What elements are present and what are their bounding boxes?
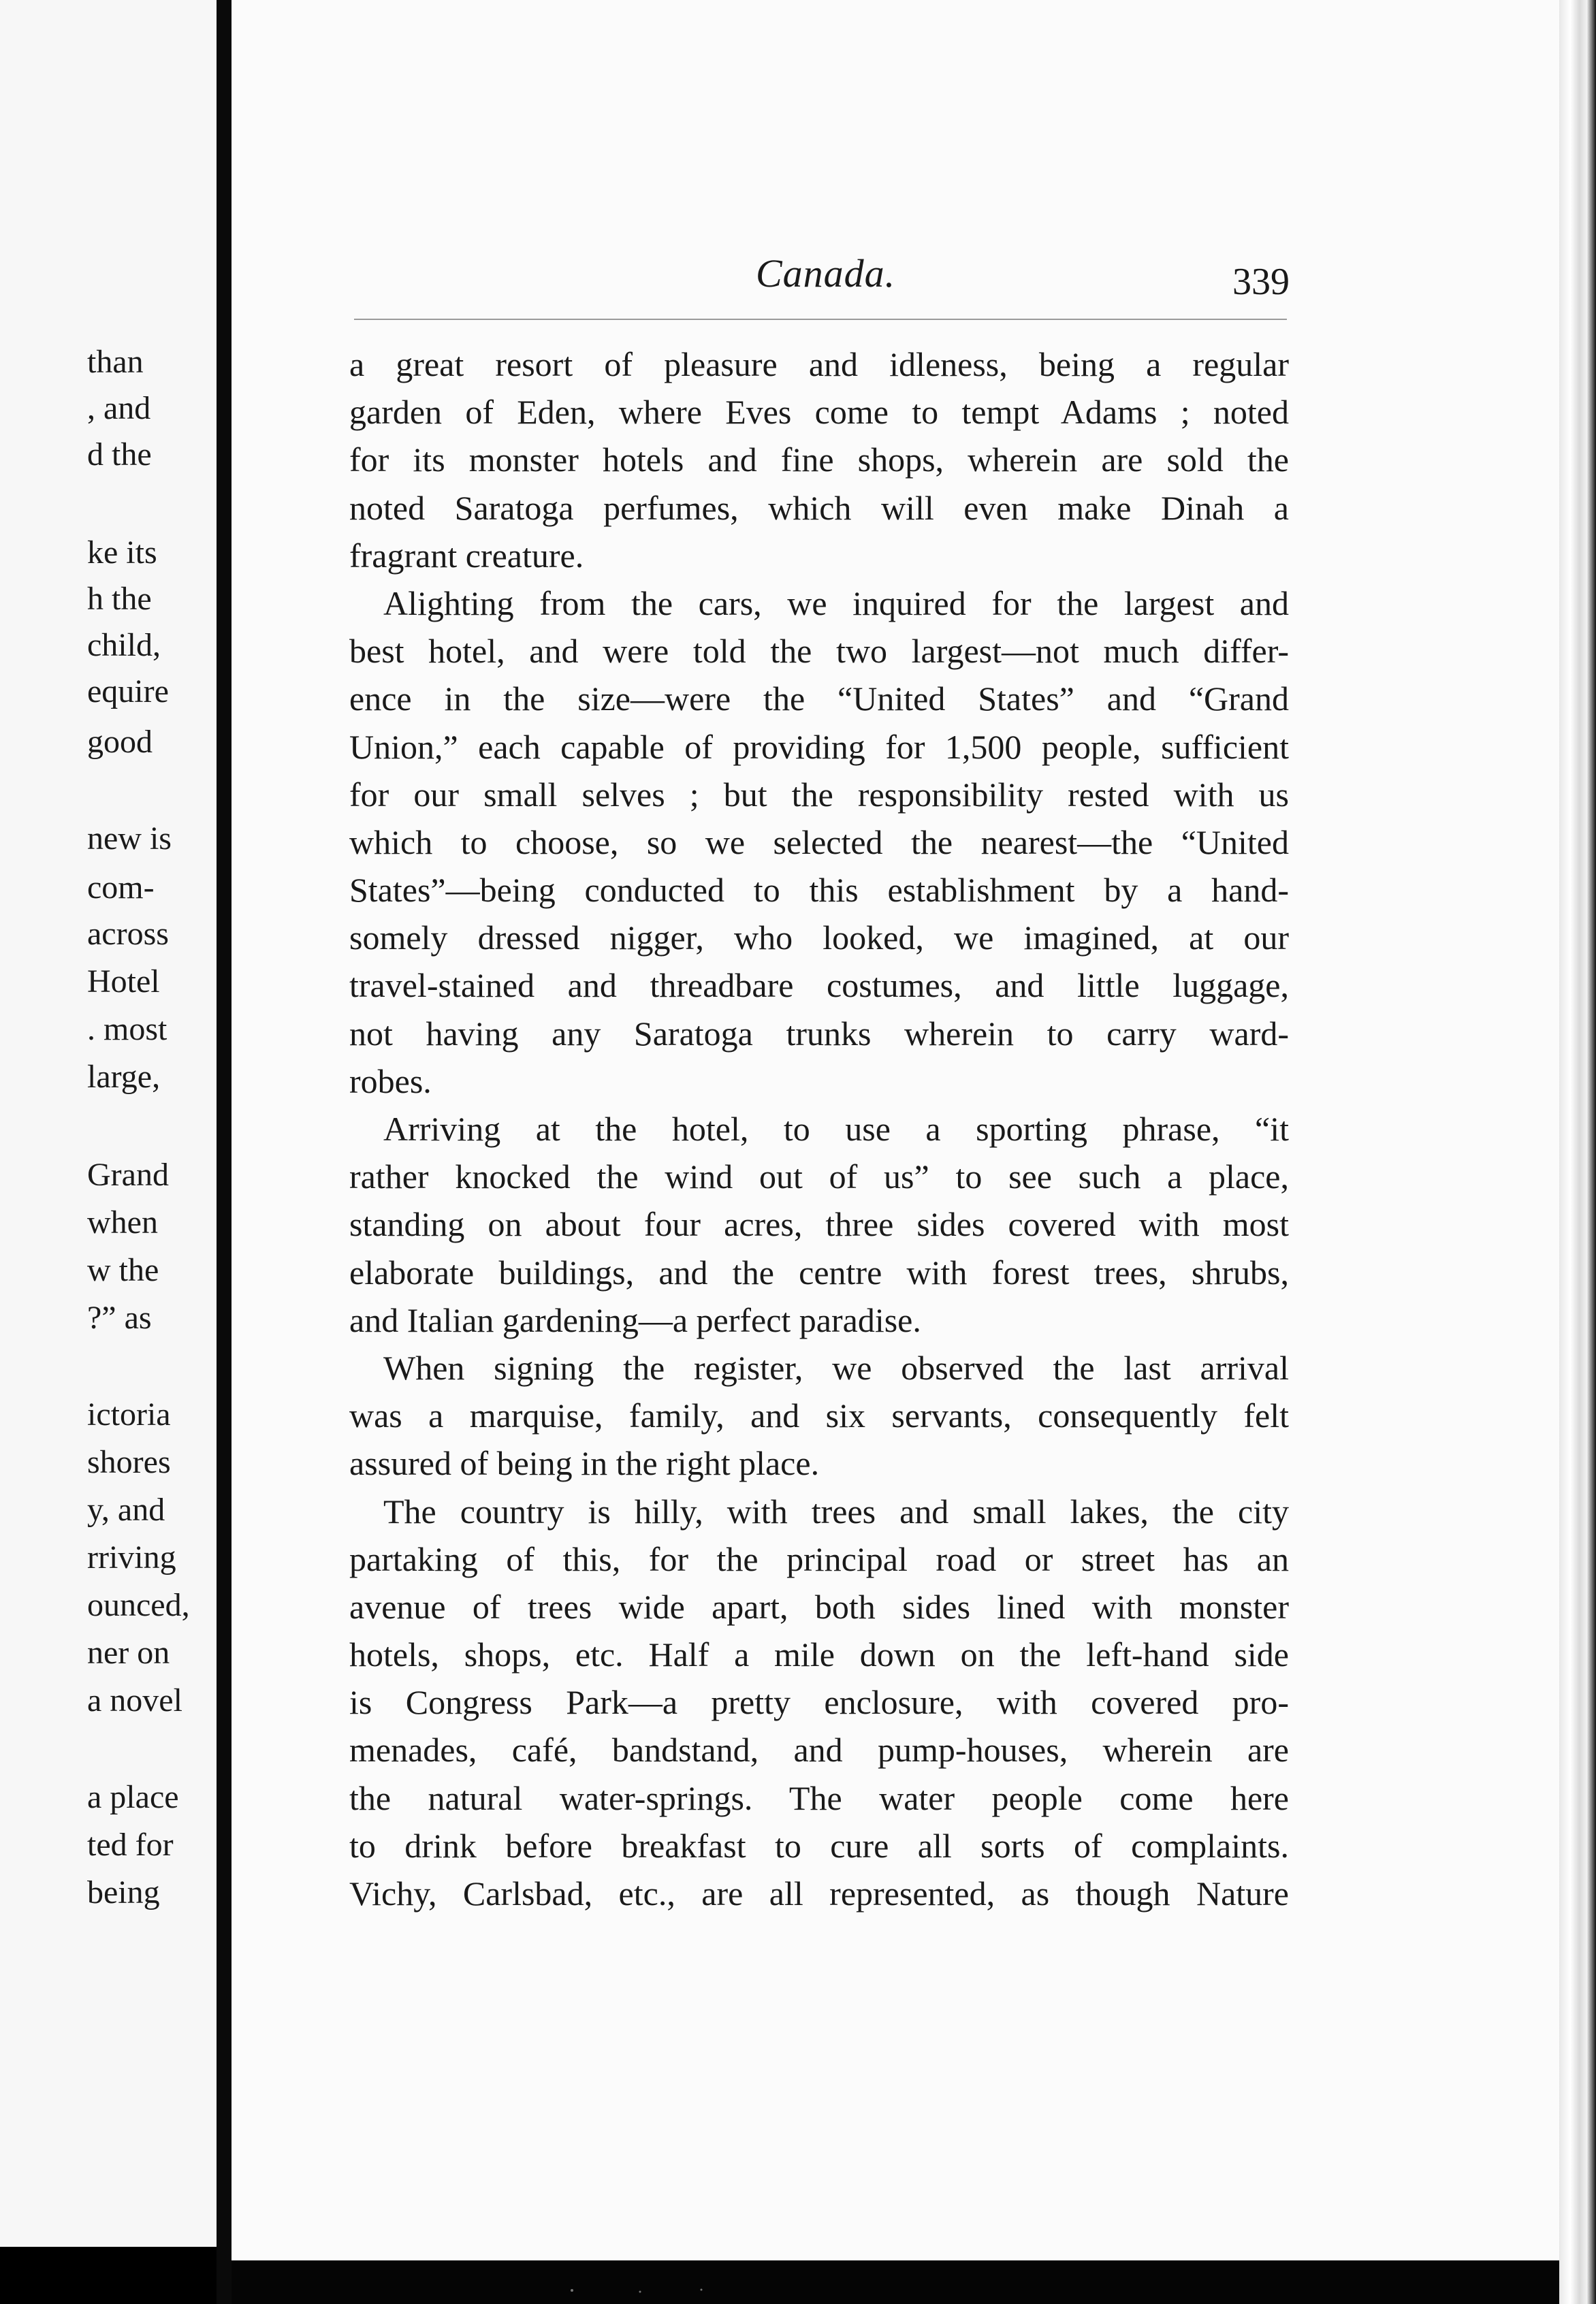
previous-page-fragment: . most bbox=[87, 1011, 167, 1047]
previous-page-fragment: h the bbox=[87, 581, 152, 617]
text-line: hotels, shops, etc. Half a mile down on the left-hand side bbox=[349, 1635, 1289, 1674]
text-line: is Congress Park—a pretty enclosure, with covered pro- bbox=[349, 1683, 1289, 1722]
previous-page-fragment: a place bbox=[87, 1779, 179, 1815]
text-line: best hotel, and were told the two largest—not much differ- bbox=[349, 632, 1289, 671]
previous-page-fragment: when bbox=[87, 1204, 158, 1241]
text-line: for our small selves ; but the responsibility rested with us bbox=[349, 775, 1289, 814]
running-head: Canada. bbox=[756, 251, 896, 295]
previous-page-fragment: w the bbox=[87, 1252, 159, 1288]
previous-page-fragment: than bbox=[87, 344, 144, 380]
text-line: Alighting from the cars, we inquired for the largest and bbox=[383, 583, 1289, 622]
previous-page-fragment: d the bbox=[87, 436, 152, 473]
text-line: was a marquise, family, and six servants, consequently felt bbox=[349, 1396, 1289, 1435]
previous-page-strip bbox=[0, 0, 217, 2247]
text-line: partaking of this, for the principal road or street has an bbox=[349, 1539, 1289, 1578]
text-line: menades, café, bandstand, and pump-houses, wherein are bbox=[349, 1731, 1289, 1770]
previous-page-fragment: shores bbox=[87, 1444, 171, 1480]
text-line: not having any Saratoga trunks wherein to carry ward- bbox=[349, 1014, 1289, 1053]
page-number: 339 bbox=[1232, 261, 1290, 303]
previous-page-fragment: ounced, bbox=[87, 1587, 190, 1623]
previous-page-fragment: ?” as bbox=[87, 1300, 152, 1336]
previous-page-fragment: large, bbox=[87, 1059, 161, 1095]
text-line: a great resort of pleasure and idleness, being a regular bbox=[349, 345, 1289, 383]
text-line: the natural water-springs. The water people come here bbox=[349, 1778, 1289, 1817]
text-line: Vichy, Carlsbad, etc., are all represented, as though Nature bbox=[349, 1874, 1289, 1913]
text-line: rather knocked the wind out of us” to see such a place, bbox=[349, 1157, 1289, 1196]
text-line: and Italian gardening—a perfect paradise. bbox=[349, 1300, 921, 1339]
previous-page-fragment: com- bbox=[87, 869, 155, 906]
previous-page-fragment: across bbox=[87, 916, 169, 952]
text-line: standing on about four acres, three sides covered with most bbox=[349, 1205, 1289, 1244]
text-line: garden of Eden, where Eves come to tempt Adams ; noted bbox=[349, 393, 1289, 432]
text-line: for its monster hotels and fine shops, wherein are sold the bbox=[349, 441, 1289, 479]
previous-page-fragment: new is bbox=[87, 820, 172, 857]
previous-page-fragment: being bbox=[87, 1874, 160, 1910]
text-line: Arriving at the hotel, to use a sporting phrase, “it bbox=[383, 1110, 1289, 1148]
text-line: When signing the register, we observed the last arrival bbox=[383, 1348, 1289, 1387]
text-line: elaborate buildings, and the centre with forest trees, shrubs, bbox=[349, 1253, 1289, 1292]
book-gutter bbox=[217, 0, 232, 2304]
body-text bbox=[349, 340, 1289, 1917]
text-line: travel-stained and threadbare costumes, and little luggage, bbox=[349, 966, 1289, 1005]
previous-page-fragment: ted for bbox=[87, 1827, 174, 1863]
text-line: Union,” each capable of providing for 1,500 people, sufficient bbox=[349, 727, 1289, 766]
scan-background bbox=[232, 2260, 1559, 2304]
text-line: assured of being in the right place. bbox=[349, 1444, 820, 1483]
text-line: fragrant creature. bbox=[349, 536, 584, 575]
text-line: States”—being conducted to this establishment by a hand- bbox=[349, 871, 1289, 910]
text-line: somely dressed nigger, who looked, we imagined, at our bbox=[349, 918, 1289, 957]
previous-page-fragment: rriving bbox=[87, 1539, 176, 1575]
text-line: ence in the size—were the “United States” and “Grand bbox=[349, 679, 1289, 718]
text-line: which to choose, so we selected the nearest—the “United bbox=[349, 822, 1289, 861]
text-line: noted Saratoga perfumes, which will even make Dinah a bbox=[349, 488, 1289, 527]
text-line: The country is hilly, with trees and small lakes, the city bbox=[383, 1492, 1289, 1531]
previous-page-fragment: y, and bbox=[87, 1492, 165, 1528]
text-line: robes. bbox=[349, 1061, 432, 1100]
previous-page-fragment: Hotel bbox=[87, 963, 160, 999]
scan-specks bbox=[558, 2288, 763, 2294]
previous-page-fragment: equire bbox=[87, 673, 169, 709]
previous-page-fragment: , and bbox=[87, 390, 151, 426]
previous-page-fragment: ke its bbox=[87, 534, 157, 571]
page-edge bbox=[1559, 0, 1596, 2304]
previous-page-fragment: a novel bbox=[87, 1682, 182, 1718]
previous-page-fragment: good bbox=[87, 724, 153, 760]
previous-page-fragment: Grand bbox=[87, 1157, 169, 1193]
previous-page-fragment: child, bbox=[87, 627, 161, 663]
previous-page-fragment: ictoria bbox=[87, 1396, 171, 1433]
text-line: avenue of trees wide apart, both sides lined with monster bbox=[349, 1587, 1289, 1626]
text-line: to drink before breakfast to cure all sorts of complaints. bbox=[349, 1826, 1289, 1865]
header-rule bbox=[354, 319, 1287, 320]
previous-page-fragment: ner on bbox=[87, 1635, 170, 1671]
